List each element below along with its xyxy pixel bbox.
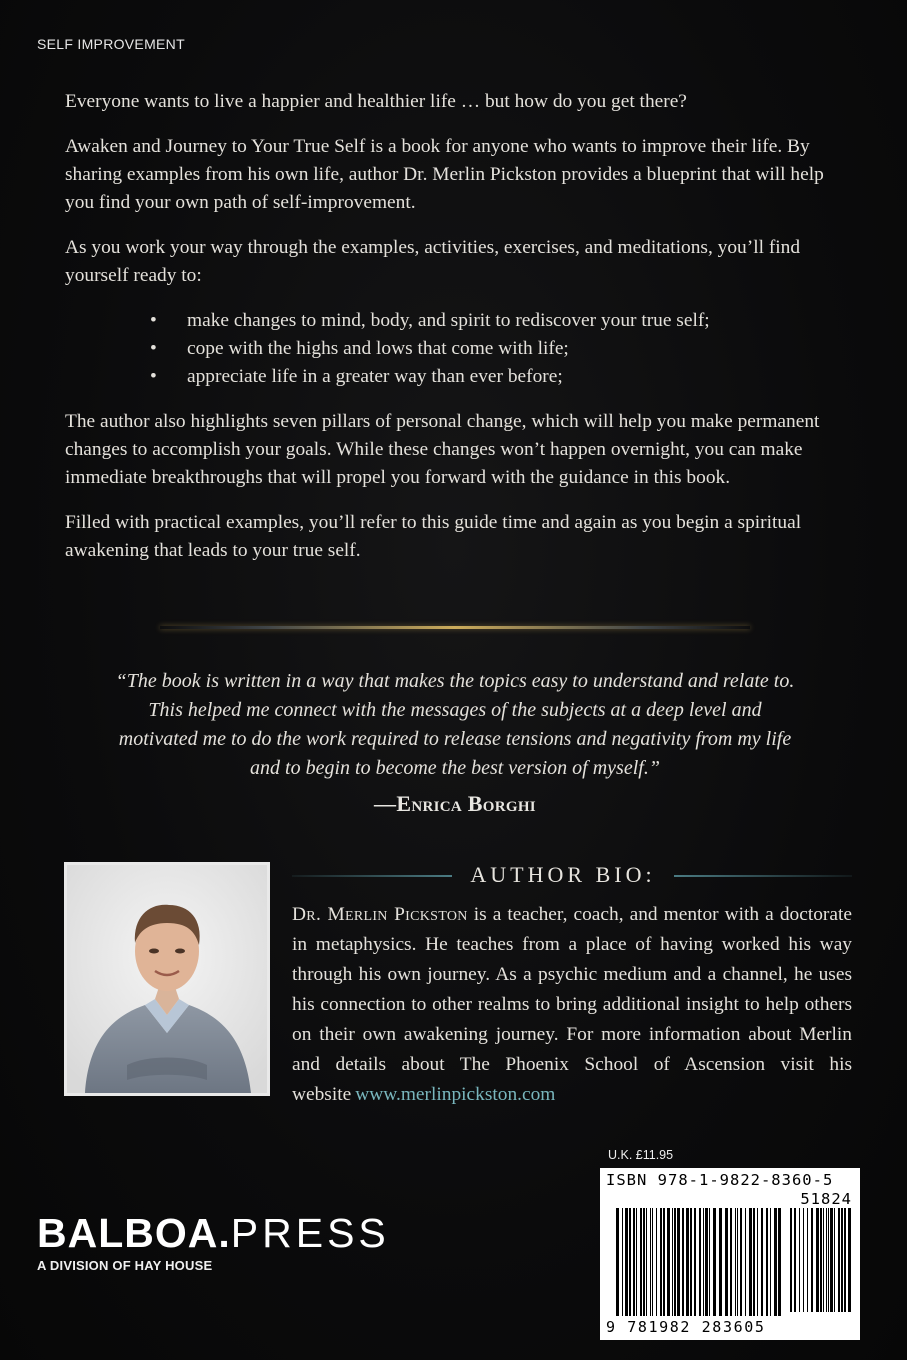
author-bio-heading-row bbox=[292, 862, 852, 890]
barcode-bar bbox=[656, 1208, 657, 1316]
barcode-bar bbox=[643, 1208, 645, 1316]
barcode-bar bbox=[770, 1208, 771, 1316]
barcode-bar bbox=[841, 1208, 843, 1312]
publisher-name-bold: BALBOA bbox=[37, 1210, 219, 1256]
barcode-bar bbox=[757, 1208, 758, 1316]
barcode-bar bbox=[652, 1208, 653, 1316]
publisher-name-dot: . bbox=[218, 1210, 231, 1256]
barcode-bar bbox=[660, 1208, 662, 1316]
barcode-bar bbox=[816, 1208, 819, 1312]
barcode-bar bbox=[672, 1208, 673, 1316]
barcode-bar bbox=[811, 1208, 813, 1312]
list-item-text: appreciate life in a greater way than ever before; bbox=[187, 366, 563, 387]
barcode-bar bbox=[629, 1208, 631, 1316]
barcode-bar bbox=[737, 1208, 738, 1316]
gold-divider bbox=[160, 626, 750, 629]
barcode-bar bbox=[834, 1208, 835, 1312]
barcode-bar bbox=[674, 1208, 676, 1316]
barcode-bar bbox=[794, 1208, 796, 1312]
barcode-bar bbox=[694, 1208, 696, 1316]
list-item-text: cope with the highs and lows that come with life; bbox=[187, 338, 569, 359]
barcode-bar bbox=[709, 1208, 710, 1316]
barcode-bar bbox=[699, 1208, 701, 1316]
barcode-bar bbox=[622, 1208, 623, 1316]
barcode-bar bbox=[766, 1208, 768, 1316]
list-item-text: make changes to mind, body, and spirit to rediscover your true self; bbox=[187, 310, 710, 331]
barcode-bar bbox=[807, 1208, 808, 1312]
barcode-bar bbox=[823, 1208, 824, 1312]
barcode-bar bbox=[740, 1208, 742, 1316]
author-website-link[interactable]: www.merlinpickston.com bbox=[355, 1084, 556, 1105]
author-name: Dr. Merlin Pickston bbox=[292, 904, 468, 925]
author-bio-heading: AUTHOR BIO: bbox=[470, 862, 656, 887]
barcode-icon bbox=[606, 1208, 854, 1320]
heading-rule-right bbox=[674, 875, 852, 877]
barcode-bar bbox=[848, 1208, 851, 1312]
barcode-bar bbox=[745, 1208, 746, 1316]
author-portrait-icon bbox=[67, 865, 267, 1093]
barcode-bar bbox=[830, 1208, 833, 1312]
barcode-bar bbox=[703, 1208, 704, 1316]
barcode-bar bbox=[625, 1208, 628, 1316]
barcode-bar bbox=[646, 1208, 647, 1316]
barcode-bar bbox=[713, 1208, 716, 1316]
barcode-bar bbox=[616, 1208, 619, 1316]
author-bio-body: is a teacher, coach, and mentor with a doctorate in metaphysics. He teaches from a place of having worked his way through his own journey. As a psychic medium and a channel, he uses his connection to other realms to bring additional insight to help others on their own awakening journey. For more information about Merlin and details about The Phoenix School of Ascension visit his website bbox=[292, 904, 852, 1105]
bullet-icon: • bbox=[150, 310, 157, 331]
list-item bbox=[65, 363, 855, 391]
author-bio-text bbox=[292, 900, 852, 1110]
isbn-barcode bbox=[600, 1168, 860, 1340]
bullet-icon: • bbox=[150, 338, 157, 359]
barcode-bar bbox=[719, 1208, 722, 1316]
barcode-bar bbox=[774, 1208, 777, 1316]
bullet-icon: • bbox=[150, 366, 157, 387]
barcode-bar bbox=[761, 1208, 763, 1316]
publisher-wordmark bbox=[37, 1210, 390, 1256]
price-label: U.K. £11.95 bbox=[608, 1148, 674, 1162]
barcode-bar bbox=[690, 1208, 692, 1316]
testimonial-quote: “The book is written in a way that makes the topics easy to understand and relate to. This helped me connect with the messages of the subjects at a deep level and motivated me to do the work required to release tensions and negativity from my life and to begin to become the best version of myself.” bbox=[115, 670, 795, 779]
barcode-bar bbox=[749, 1208, 752, 1316]
barcode-bar bbox=[838, 1208, 840, 1312]
blurb-paragraph: The author also highlights seven pillars of personal change, which will help you make permanent changes to accomplish your goals. While these changes won’t happen overnight, you can make immediate breakthroughs that will propel you forward with the guidance in this book. bbox=[65, 411, 820, 488]
barcode-digits: 9 781982 283605 bbox=[606, 1318, 766, 1336]
barcode-bar bbox=[677, 1208, 680, 1316]
publisher-subtitle: A DIVISION OF HAY HOUSE bbox=[37, 1258, 213, 1273]
barcode-bar bbox=[725, 1208, 728, 1316]
barcode-bar bbox=[844, 1208, 846, 1312]
author-photo bbox=[64, 862, 270, 1096]
blurb-paragraph: Everyone wants to live a happier and healthier life … but how do you get there? bbox=[65, 91, 687, 112]
attribution-text: —Enrica Borghi bbox=[374, 791, 536, 816]
barcode-bar bbox=[705, 1208, 708, 1316]
barcode-bar bbox=[730, 1208, 732, 1316]
barcode-bar bbox=[790, 1208, 792, 1312]
barcode-bar bbox=[735, 1208, 736, 1316]
barcode-bar bbox=[803, 1208, 804, 1312]
barcode-bar bbox=[636, 1208, 637, 1316]
testimonial-attribution bbox=[110, 791, 800, 817]
publisher-logo bbox=[37, 1210, 390, 1273]
barcode-bar bbox=[686, 1208, 689, 1316]
heading-rule-left bbox=[292, 875, 452, 877]
book-blurb bbox=[65, 88, 855, 582]
barcode-bar bbox=[667, 1208, 670, 1316]
barcode-bar bbox=[753, 1208, 755, 1316]
blurb-paragraph: Awaken and Journey to Your True Self is a book for anyone who wants to improve their life. By sharing examples from his own life, author Dr. Merlin Pickston provides a blueprint that will help you find your own path of self-improvement. bbox=[65, 136, 824, 213]
barcode-bar bbox=[633, 1208, 635, 1316]
benefit-list bbox=[65, 307, 855, 391]
list-item bbox=[65, 307, 855, 335]
list-item bbox=[65, 335, 855, 363]
isbn-text: ISBN 978-1-9822-8360-5 bbox=[606, 1171, 834, 1189]
barcode-addon-number: 51824 bbox=[800, 1190, 852, 1208]
publisher-name-light: PRESS bbox=[230, 1210, 390, 1256]
barcode-bar bbox=[799, 1208, 800, 1312]
barcode-bar bbox=[820, 1208, 822, 1312]
barcode-bar bbox=[682, 1208, 684, 1316]
barcode-bar bbox=[650, 1208, 651, 1316]
barcode-bar bbox=[640, 1208, 642, 1316]
barcode-bar bbox=[663, 1208, 665, 1316]
blurb-paragraph: As you work your way through the examples, activities, exercises, and meditations, you’ll find yourself ready to: bbox=[65, 237, 801, 286]
barcode-bar bbox=[826, 1208, 827, 1312]
barcode-bar bbox=[828, 1208, 829, 1312]
barcode-bar bbox=[778, 1208, 781, 1316]
category-label: SELF IMPROVEMENT bbox=[37, 36, 185, 52]
blurb-paragraph: Filled with practical examples, you’ll refer to this guide time and again as you begin a spiritual awakening that leads to your true self. bbox=[65, 512, 802, 561]
